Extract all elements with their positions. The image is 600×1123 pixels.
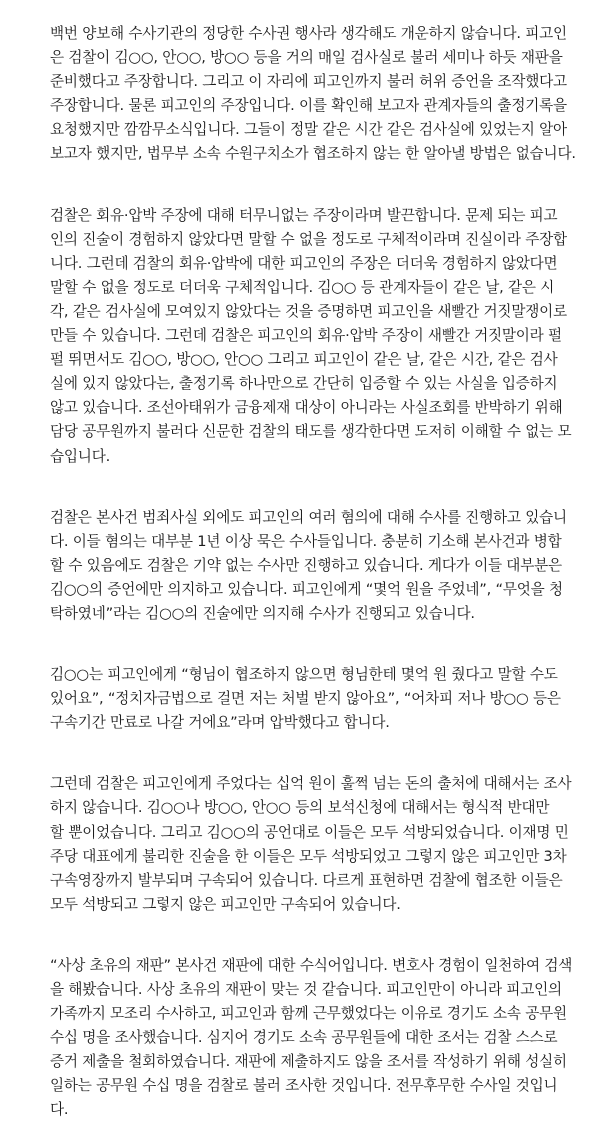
text-line: 않고 있습니다. 조선아태위가 금융제재 대상이 아니라는 사실조회를 반박하기 위해 xyxy=(50,399,563,417)
text-line: 실에 있지 않았다는, 출정기록 하나만으로 간단히 입증할 수 있는 사실을 입증하지 xyxy=(50,375,558,393)
text-line: 백번 양보해 수사기관의 정당한 수사권 행사라 생각해도 개운하지 않습니다. 피고인 xyxy=(50,25,567,42)
paragraph xyxy=(50,22,576,167)
text-line: 검찰은 회유·압박 주장에 대해 터무니없는 주장이라며 발끈합니다. 문제 되는 피고 xyxy=(50,206,558,224)
text-line: 은 검찰이 김○○, 안○○, 방○○ 등을 거의 매일 검사실로 불러 세미나 하듯 재판을 xyxy=(50,49,563,67)
text-line: 주장합니다. 물론 피고인의 주장입니다. 이를 확인해 보고자 관계자들의 출정기록을 xyxy=(50,97,567,115)
paragraph xyxy=(50,506,568,626)
text-line: 그런데 검찰은 피고인에게 주었다는 십억 원이 훌쩍 넘는 돈의 출처에 대해서는 조사 xyxy=(50,775,572,793)
text-line: 구속기간 만료로 나갈 거에요”라며 압박했다고 합니다. xyxy=(50,714,390,732)
text-line: 다. xyxy=(50,1101,69,1119)
text-line: 인의 진술이 경험하지 않았다면 말할 수 없을 정도로 구체적이라며 진실이라 주장합 xyxy=(50,230,567,248)
text-line: 만들 수 있습니다. 그런데 검찰은 피고인의 회유·압박 주장이 새빨간 거짓말이라 펄 xyxy=(50,327,562,345)
text-line: 김○○는 피고인에게 “형님이 협조하지 않으면 형님한테 몇억 원 줬다고 말할 수도 xyxy=(50,666,558,684)
paragraph xyxy=(50,204,572,469)
text-line: 하지 않습니다. 김○○나 방○○, 안○○ 등의 보석신청에 대해서는 형식적 반대만 xyxy=(50,799,550,817)
text-line: 습입니다. xyxy=(50,447,111,465)
text-line: 할 수 있음에도 검찰은 기약 없는 수사만 진행하고 있습니다. 게다가 이들 대부분은 xyxy=(50,556,562,574)
text-line: 모두 석방되고 그렇지 않은 피고인만 구속되어 있습니다. xyxy=(50,895,401,913)
paragraph xyxy=(50,954,573,1123)
text-line: 담당 공무원까지 불러다 신문한 검찰의 태도를 생각한다면 도저히 이해할 수 없는 모 xyxy=(50,423,572,441)
text-line: 탁하였네”라는 김○○의 진술에만 의지해 수사가 진행되고 있습니다. xyxy=(50,604,475,622)
text-line: 구속영장까지 발부되며 구속되어 있습니다. 다르게 표현하면 검찰에 협조한 이들은 xyxy=(50,871,563,889)
paragraph xyxy=(50,772,572,917)
text-line: 요청했지만 깜깜무소식입니다. 그들이 정말 같은 시간 같은 검사실에 있었는지 알아 xyxy=(50,121,567,139)
text-line: 니다. 그런데 검찰의 회유·압박에 대한 피고인의 주장은 더더욱 경험하지 않았다면 xyxy=(50,254,558,272)
paragraph xyxy=(50,663,568,735)
text-line: 각, 같은 검사실에 모여있지 않았다는 것을 증명하면 피고인을 새빨간 거짓말쟁이로 xyxy=(50,302,567,320)
text-line: 을 해봤습니다. 사상 초유의 재판이 맞는 것 같습니다. 피고인만이 아니라 피고인의 xyxy=(50,981,562,998)
text-line: 있어요”, “정치자금법으로 걸면 저는 처벌 받지 않아요”, “어차피 저나 방○○ 등은 xyxy=(50,690,561,708)
text-line: 검찰은 본사건 범죄사실 외에도 피고인의 여러 혐의에 대해 수사를 진행하고 있습니 xyxy=(50,508,567,526)
text-line: 주당 대표에게 불리한 진술을 한 이들은 모두 석방되었고 그렇지 않은 피고인만 3차 xyxy=(50,847,567,865)
text-line: 증거 제출을 철회하였습니다. 재판에 제출하지도 않을 조서를 작성하기 위해 성실히 xyxy=(50,1053,567,1071)
document-body xyxy=(50,22,576,1123)
text-line: 가족까지 모조리 수사하고, 피고인과 함께 근무했었다는 이유로 경기도 소속 공무원 xyxy=(50,1005,567,1023)
text-line: 준비했다고 주장합니다. 그리고 이 자리에 피고인까지 불러 허위 증언을 조작했다고 xyxy=(50,73,567,91)
text-line: 말할 수 없을 정도로 더더욱 구체적입니다. 김○○ 등 관계자들이 같은 날, 같은 시 xyxy=(50,278,555,296)
text-line: 할 뿐이었습니다. 그리고 김○○의 공언대로 이들은 모두 석방되었습니다. 이재명 민 xyxy=(50,823,569,841)
text-line: 김○○의 증언에만 의지하고 있습니다. 피고인에게 “몇억 원을 주었네”, “무엇을 청 xyxy=(50,580,563,598)
text-line: 펄 뛰면서도 김○○, 방○○, 안○○ 그리고 피고인이 같은 날, 같은 시간, 같은 검사 xyxy=(50,351,558,369)
text-line: 다. 이들 혐의는 대부분 1년 이상 묵은 수사들입니다. 충분히 기소해 본사건과 병합 xyxy=(50,532,562,550)
text-line: 수십 명을 조사했습니다. 심지어 경기도 소속 공무원들에 대한 조서는 검찰 스스로 xyxy=(50,1029,558,1047)
text-line: 일하는 공무원 수십 명을 검찰로 불러 조사한 것입니다. 전무후무한 수사일 것입니 xyxy=(50,1077,558,1095)
text-line: 보고자 했지만, 법무부 소속 수원구치소가 협조하지 않는 한 알아낼 방법은 없습니다. xyxy=(50,145,576,163)
text-line: “사상 초유의 재판” 본사건 재판에 대한 수식어입니다. 변호사 경험이 일천하여 검색 xyxy=(50,956,573,974)
